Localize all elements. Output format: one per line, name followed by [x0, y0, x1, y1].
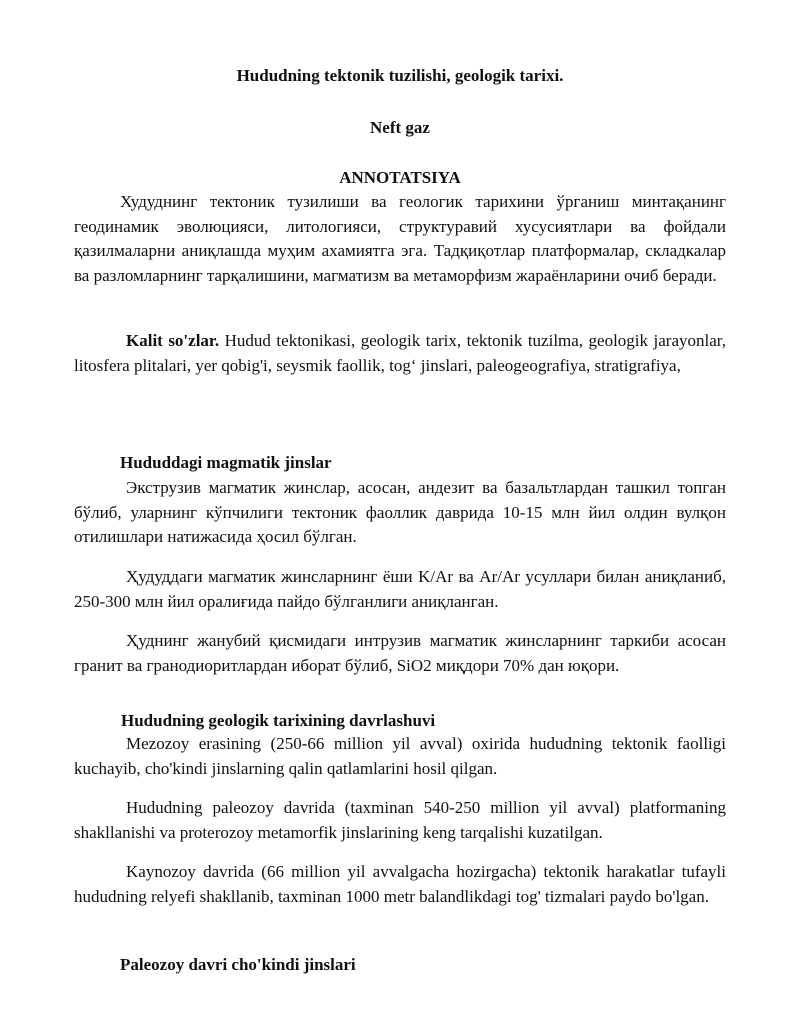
annotation-heading: ANNOTATSIYA [339, 168, 461, 187]
section-heading-paleozoic: Paleozoy davri cho'kindi jinslari [120, 955, 356, 974]
magmatic-paragraph-1: Экструзив магматик жинслар, асосан, андезит ва базальтлардан ташкил топган бўлиб, уларнинг кўпчилиги тектоник фаоллик даврида 10-15 млн йил олдин вулқон отилишлари натижасида ҳосил бўлган. [74, 478, 726, 546]
section-heading-magmatic: Hududdagi magmatik jinslar [120, 453, 332, 472]
magmatic-paragraph-3: Ҳуднинг жанубий қисмидаги интрузив магматик жинсларнинг таркиби асосан гранит ва гранодиоритлардан иборат бўлиб, SiO2 миқдори 70% дан юқори. [74, 631, 726, 675]
history-paragraph-1: Mezozoy erasining (250-66 million yil avval) oxirida hududning tektonik faolligi kuchayib, cho'kindi jinslarning qalin qatlamlarini hosil qilgan. [74, 734, 726, 778]
annotation-text: Худуднинг тектоник тузилиши ва геологик тарихини ўрганиш минтақанинг геодинамик эволюцияси, литологияси, структуравий хусусиятлари ва фойдали қазилмаларни аниқлашда муҳим ахамиятга эга. Тадқиқотлар платформалар, складкалар ва разломларнинг тарқалишини, магматизм ва метаморфизм жараёнларини очиб [74, 192, 726, 285]
history-paragraph-2: Hududning paleozoy davrida (taxminan 540-250 million yil avval) platformaning shakllanishi va proterozoy metamorfik jinslarining keng tarqalishi kuzatilgan. [74, 798, 726, 842]
keywords-paragraph [74, 329, 726, 378]
history-paragraph-3: Kaynozoy davrida (66 million yil avvalgacha hozirgacha) tektonik harakatlar tufayli hududning relyefi shakllanib, taxminan 1000 metr balandlikdagi tog' tizmalari paydo bo'lgan. [74, 862, 726, 906]
document-subtitle: Neft gaz [370, 118, 430, 137]
document-title: Hududning tektonik tuzilishi, geologik tarixi. [236, 66, 564, 85]
keywords-text: Hudud tektonikasi, geologik tarix, tektonik tuzilma, geologik jarayonlar, litosfera plitalari, yer qobig'i, seysmik faollik, tog‘ jinslari, paleogeografiya, stratigrafiya, [74, 331, 726, 375]
keywords-label: Kalit so'zlar. [126, 331, 220, 350]
annotation-paragraph [74, 190, 726, 288]
section-heading-history: Hududning geologik tarixining davrlashuvi [121, 711, 436, 730]
magmatic-paragraph-2: Ҳудуддаги магматик жинсларнинг ёши K/Ar ва Ar/Ar усуллари билан аниқланиб, 250-300 млн йил оралиғида пайдо бўлганлиги аниқланган. [74, 567, 726, 611]
annotation-last-word: беради. [662, 265, 717, 285]
